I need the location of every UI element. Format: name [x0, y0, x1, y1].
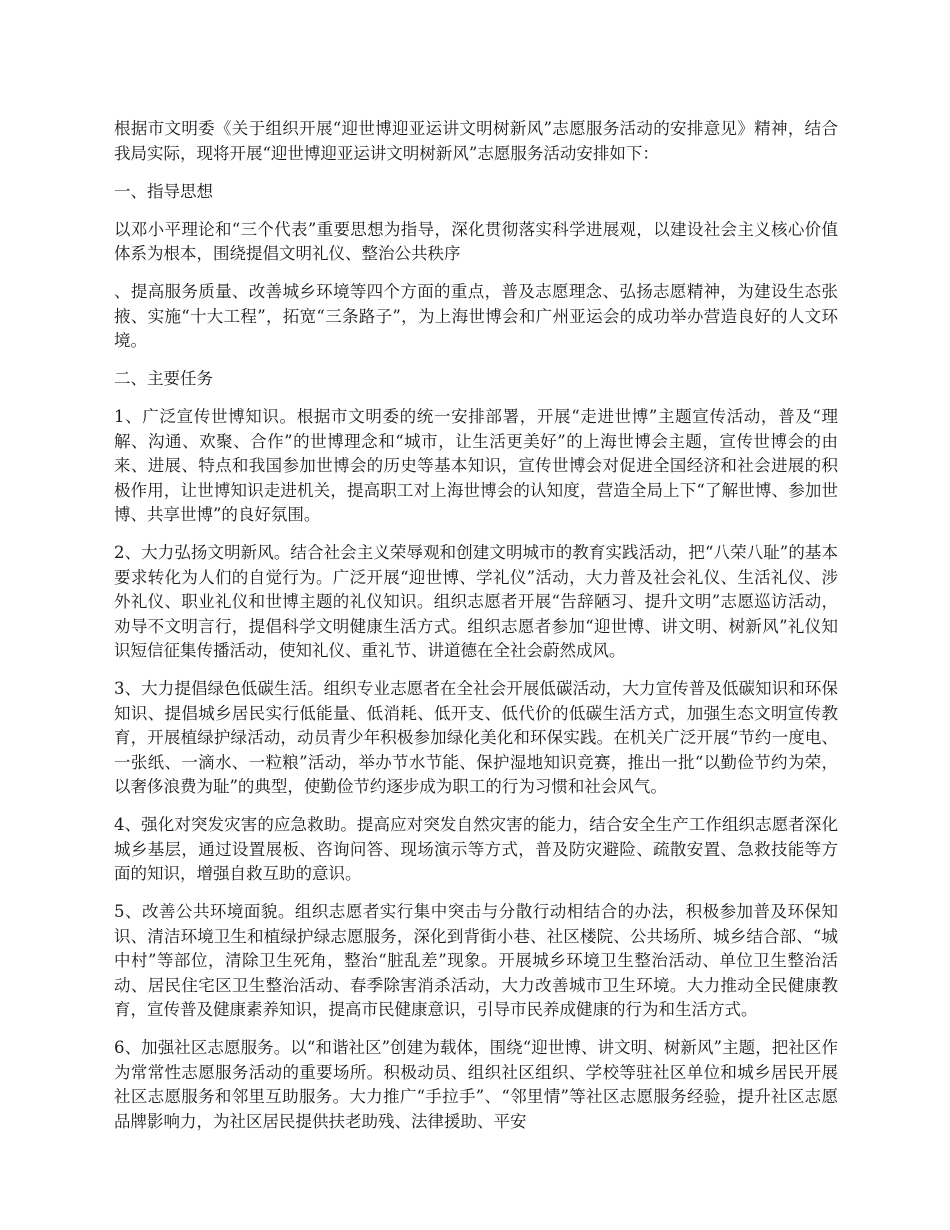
task-paragraph-4: 4、强化对突发灾害的应急救助。提高应对突发自然灾害的能力，结合安全生产工作组织志愿者深化城乡基层，通过设置展板、咨询问答、现场演示等方式，普及防灾避险、疏散安置、急救技能等方面的知识，增强自救互助的意识。	[114, 815, 838, 883]
section-heading-guiding-ideology: 一、指导思想	[114, 181, 213, 201]
section-heading-main-tasks: 二、主要任务	[114, 369, 213, 388]
guiding-ideology-paragraph-1: 以邓小平理论和“三个代表”重要思想为指导，深化贯彻落实科学进展观，以建设社会主义核心价值体系为根本，围绕提倡文明礼仪、整治公共秩序	[114, 219, 838, 263]
intro-paragraph: 根据市文明委《关于组织开展“迎世博迎亚运讲文明树新风”志愿服务活动的安排意见》精神，结合我局实际，现将开展“迎世博迎亚运讲文明树新风”志愿服务活动安排如下：	[114, 119, 838, 163]
document-page	[114, 117, 838, 1148]
task-paragraph-6: 6、加强社区志愿服务。以“和谐社区”创建为载体，围绕“迎世博、讲文明、树新风”主题，把社区作为常常性志愿服务活动的重要场所。积极动员、组织社区组织、学校等驻社区单位和城乡居民开展社区志愿服务和邻里互助服务。大力推广“手拉手”、“邻里情”等社区志愿服务经验，提升社区志愿品牌影响力，为社区居民提供扶老助残、法律援助、平安	[114, 1038, 838, 1131]
task-paragraph-5: 5、改善公共环境面貌。组织志愿者实行集中突击与分散行动相结合的办法，积极参加普及环保知识、清洁环境卫生和植绿护绿志愿服务，深化到背街小巷、社区楼院、公共场所、城乡结合部、“城中村”等部位，清除卫生死角，整治“脏乱差”现象。开展城乡环境卫生整治活动、单位卫生整治活动、居民住宅区卫生整治活动、春季除害消杀活动，大力改善城市卫生环境。大力推动全民健康教育，宣传普及健康素养知识，提高市民健康意识，引导市民养成健康的行为和生活方式。	[114, 902, 838, 1019]
task-paragraph-3: 3、大力提倡绿色低碳生活。组织专业志愿者在全社会开展低碳活动，大力宣传普及低碳知识和环保知识、提倡城乡居民实行低能量、低消耗、低开支、低代价的低碳生活方式，加强生态文明宣传教育，开展植绿护绿活动，动员青少年积极参加绿化美化和环保实践。在机关广泛开展“节约一度电、一张纸、一滴水、一粒粮”活动，举办节水节能、保护湿地知识竞赛，推出一批“以勤俭节约为荣，以奢侈浪费为耻”的典型，使勤俭节约逐步成为职工的行为习惯和社会风气。	[114, 679, 838, 796]
task-paragraph-2: 2、大力弘扬文明新风。结合社会主义荣辱观和创建文明城市的教育实践活动，把“八荣八耻”的基本要求转化为人们的自觉行为。广泛开展“迎世博、学礼仪”活动，大力普及社会礼仪、生活礼仪、涉外礼仪、职业礼仪和世博主题的礼仪知识。组织志愿者开展“告辞陋习、提升文明”志愿巡访活动，劝导不文明言行，提倡科学文明健康生活方式。组织志愿者参加“迎世博、讲文明、树新风”礼仪知识短信征集传播活动，使知礼仪、重礼节、讲道德在全社会蔚然成风。	[114, 543, 838, 660]
guiding-ideology-paragraph-2: 、提高服务质量、改善城乡环境等四个方面的重点，普及志愿理念、弘扬志愿精神，为建设生态张掖、实施“十大工程”，拓宽“三条路子”，为上海世博会和广州亚运会的成功举办营造良好的人文环境。	[114, 282, 838, 350]
task-paragraph-1: 1、广泛宣传世博知识。根据市文明委的统一安排部署，开展“走进世博”主题宣传活动，普及“理解、沟通、欢聚、合作”的世博理念和“城市，让生活更美好”的上海世博会主题，宣传世博会的由来、进展、特点和我国参加世博会的历史等基本知识，宣传世博会对促进全国经济和社会进展的积极作用，让世博知识走进机关，提高职工对上海世博会的认知度，营造全局上下“了解世博、参加世博、共享世博”的良好氛围。	[114, 407, 838, 524]
